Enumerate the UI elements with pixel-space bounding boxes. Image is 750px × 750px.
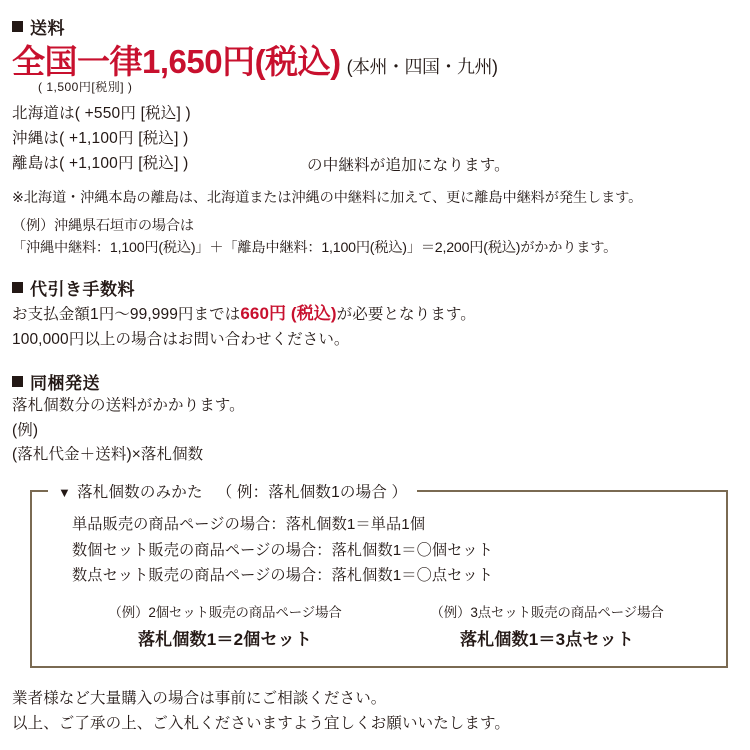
section-heading-cod-label: 代引き手数料 (30, 280, 135, 300)
cod-fee-prefix: お支払金額1円〜99,999円までは (12, 306, 241, 324)
square-bullet-icon (12, 282, 23, 293)
square-bullet-icon (12, 376, 23, 387)
footer-line-2: 以上、ご了承の上、ご入札くださいますよう宜しくお願いいたします。 (12, 714, 510, 732)
section-heading-bundle-label: 同梱発送 (30, 373, 100, 393)
section-cod (12, 275, 738, 353)
bid-count-example-2set-value: 落札個数1＝2個セット (137, 629, 313, 649)
bundle-line3: (落札代金＋送料)×落札個数 (12, 446, 204, 464)
cod-fee-amount: 660円 (税込) (240, 304, 337, 324)
bid-count-box-title-example: （ 例：落札個数1の場合 ） (216, 484, 408, 502)
section-heading-shipping-label: 送料 (30, 19, 65, 38)
bid-count-rule-3: 数点セット販売の商品ページの場合：落札個数1＝〇点セット (72, 567, 494, 585)
shipping-region-tail-text: の中継料が追加になります。 (307, 156, 510, 174)
section-bundle (12, 369, 738, 468)
cod-fee-line2: 100,000円以上の場合はお問い合わせください。 (12, 331, 350, 349)
shipping-headline-region: (本州・四国・九州) (346, 57, 498, 77)
shipping-asterisk-note: ※北海道・沖縄本島の離島は、北海道または沖縄の中継料に加えて、更に離島中継料が発生します。 (12, 189, 643, 206)
section-heading-bundle (12, 369, 738, 394)
section-heading-shipping (12, 14, 738, 39)
bundle-line1: 落札個数分の送料がかかります。 (12, 396, 245, 414)
bid-count-box-title (48, 480, 417, 502)
shipping-region-list (12, 101, 738, 176)
bid-count-explanation-box (30, 484, 728, 668)
square-bullet-icon (12, 21, 23, 32)
shipping-example-line2: 「沖縄中継料：1,100円(税込)」＋「離島中継料：1,100円(税込)」＝2,200円(税込)がかかります。 (12, 240, 618, 257)
bid-count-example-2set-caption: （例）2個セット販売の商品ページ場合 (108, 604, 342, 620)
shipping-region-remote-islands: 離島は( +1,100円 [税込] ) (12, 154, 189, 172)
footer-notes (12, 686, 738, 736)
cod-fee-suffix: が必要となります。 (336, 306, 476, 324)
bundle-line2: (例) (12, 421, 39, 439)
bid-count-rule-2: 数個セット販売の商品ページの場合：落札個数1＝〇個セット (72, 541, 494, 559)
bid-count-example-3set (386, 601, 708, 650)
triangle-down-icon: ▼ (58, 485, 72, 501)
shipping-headline-price: 全国一律1,650円(税込) (12, 43, 341, 80)
shipping-region-okinawa: 沖縄は( +1,100円 [税込] ) (12, 129, 189, 147)
section-heading-cod (12, 275, 738, 300)
bid-count-rule-1: 単品販売の商品ページの場合：落札個数1＝単品1個 (72, 516, 426, 534)
bid-count-example-2set (64, 601, 386, 650)
bid-count-example-3set-caption: （例）3点セット販売の商品ページ場合 (430, 604, 664, 620)
cod-fee-line (12, 300, 738, 328)
bid-count-box-title-main: 落札個数のみかた (77, 484, 203, 502)
shipping-headline-tax-excluded: ( 1,500円[税別] ) (38, 79, 133, 94)
footer-line-1: 業者様など大量購入の場合は事前にご相談ください。 (12, 689, 387, 707)
bid-count-examples (50, 601, 708, 650)
shipping-example-line1: （例）沖縄県石垣市の場合は (12, 218, 194, 235)
bid-count-example-3set-value: 落札個数1＝3点セット (459, 629, 635, 649)
shipping-headline (12, 45, 738, 80)
shipping-region-hokkaido: 北海道は( +550円 [税込] ) (12, 104, 191, 122)
